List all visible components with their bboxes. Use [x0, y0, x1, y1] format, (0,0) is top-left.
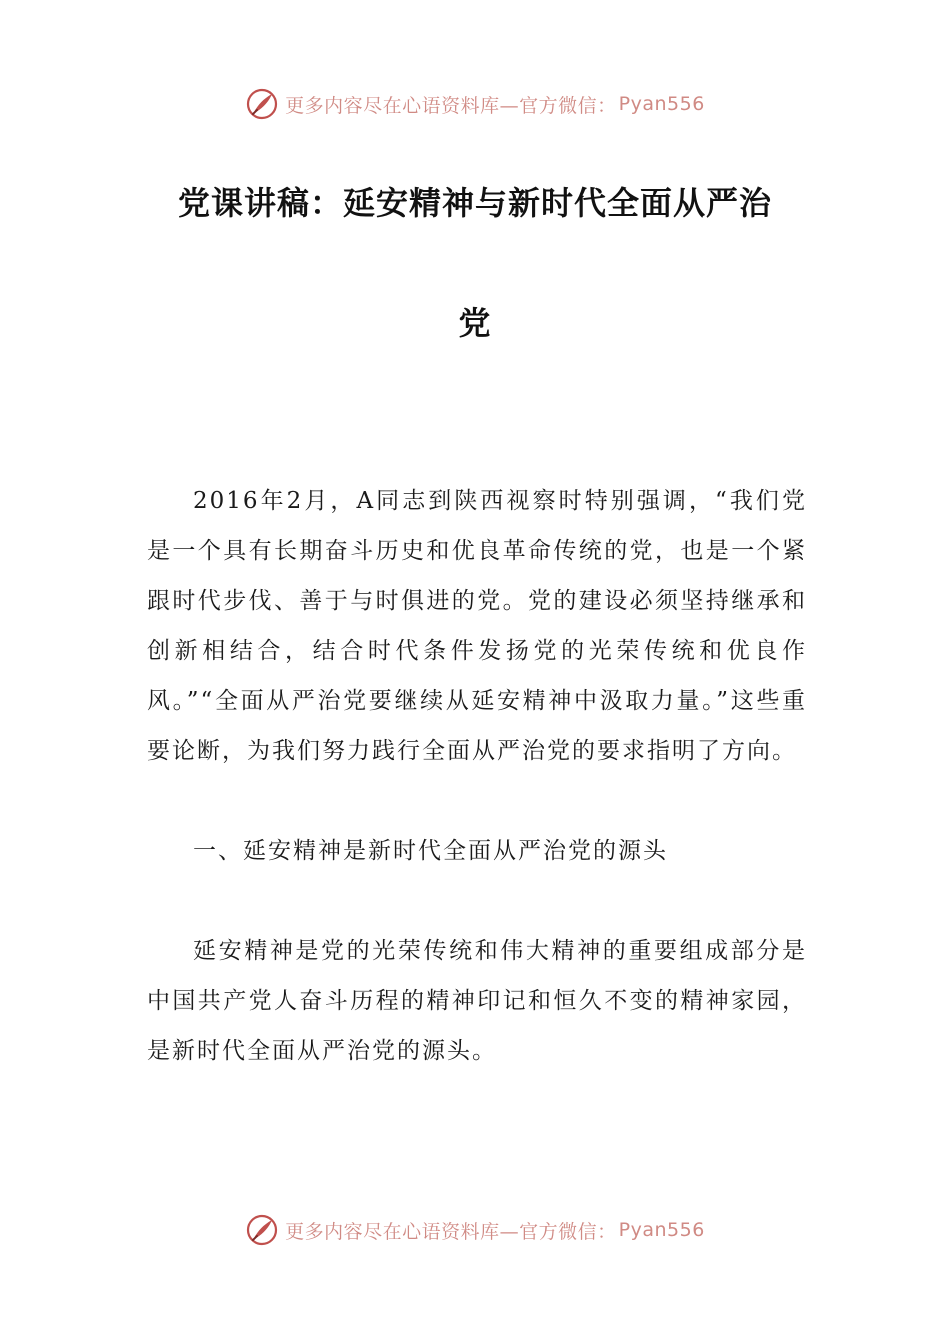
watermark-wechat-id: Pyan556	[618, 93, 705, 115]
document-body	[147, 476, 807, 1076]
document-title-line1: 党课讲稿：延安精神与新时代全面从严治	[177, 184, 772, 222]
quill-pen-logo-icon	[245, 1213, 279, 1247]
header-watermark	[0, 82, 950, 126]
quill-pen-logo-icon	[245, 87, 279, 121]
watermark-text: 更多内容尽在心语资料库—官方微信：	[285, 94, 617, 117]
watermark-wechat-id: Pyan556	[618, 1219, 705, 1241]
body-paragraph-section1: 延安精神是党的光荣传统和伟大精神的重要组成部分是中国共产党人奋斗历程的精神印记和恒久不变的精神家园，是新时代全面从严治党的源头。	[147, 938, 807, 1064]
watermark-text: 更多内容尽在心语资料库—官方微信：	[285, 1220, 617, 1243]
body-paragraph-intro: 2016年2月，A同志到陕西视察时特别强调，“我们党是一个具有长期奋斗历史和优良革命传统的党，也是一个紧跟时代步伐、善于与时俱进的党。党的建设必须坚持继承和创新相结合，结合时代条件发扬党的光荣传统和优良作风。”“全面从严治党要继续从延安精神中汲取力量。”这些重要论断，为我们努力践行全面从严治党的要求指明了方向。	[147, 488, 807, 764]
document-title-line2: 党	[458, 304, 492, 342]
section-heading-1: 一、延安精神是新时代全面从严治党的源头	[193, 838, 668, 864]
footer-watermark	[0, 1208, 950, 1252]
